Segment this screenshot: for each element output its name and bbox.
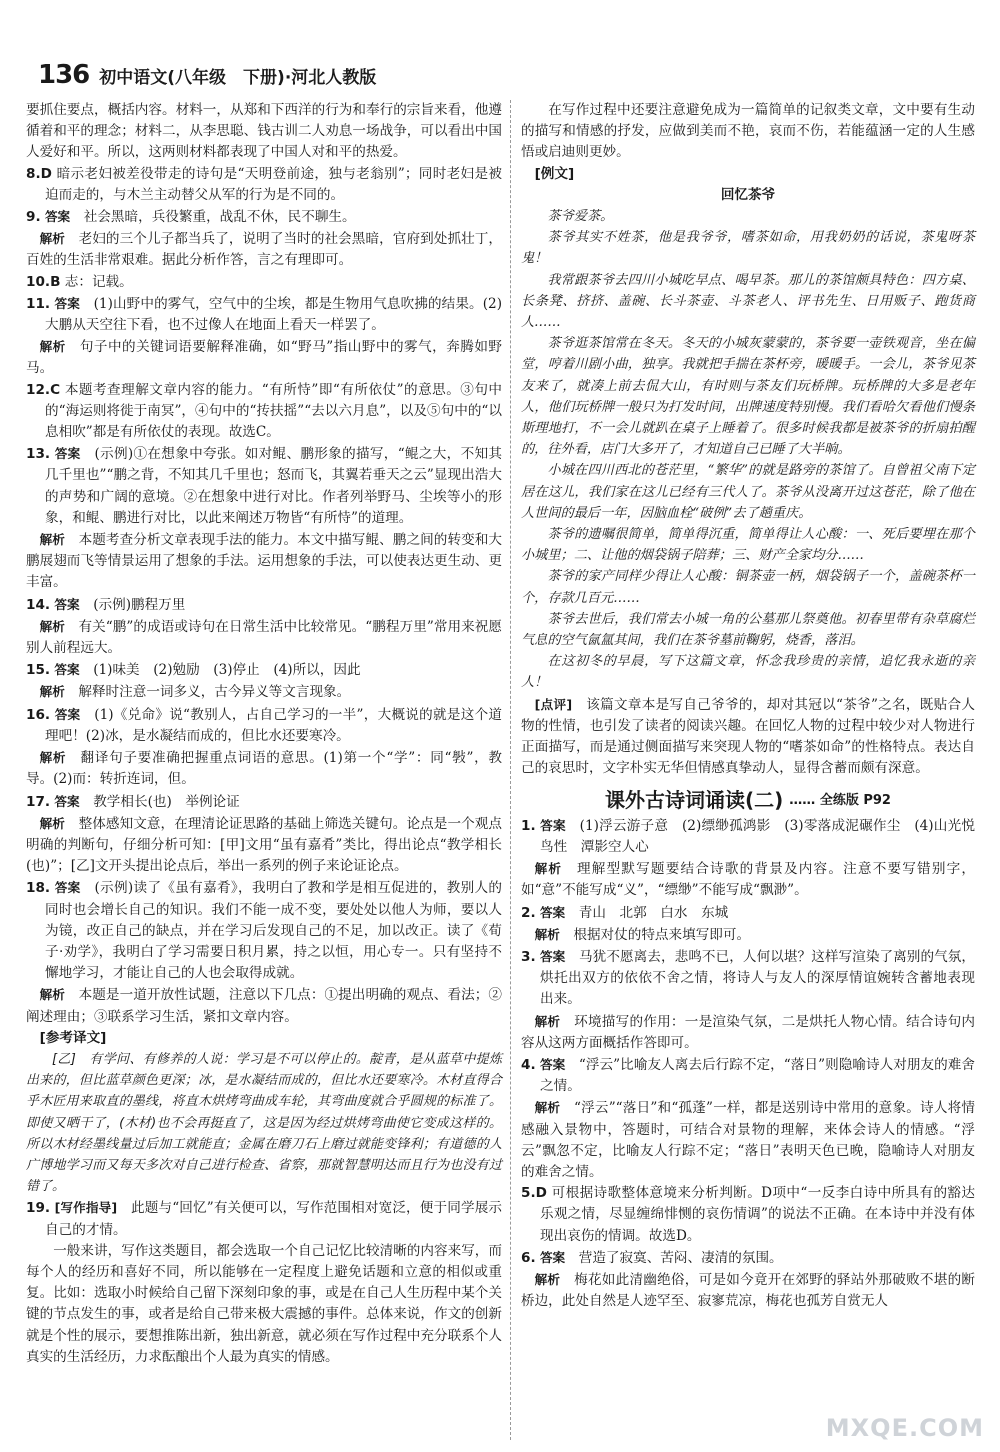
column-divider	[510, 100, 511, 1440]
book-title: 初中语文(八年级 下册)·河北人教版	[99, 68, 377, 88]
paragraph	[521, 185, 975, 206]
answer-tag: 解析	[534, 1100, 561, 1116]
paragraph-text: 解释时注意一词多义，古今异义等文言现象。	[78, 684, 351, 701]
paragraph	[521, 815, 975, 858]
paragraph	[26, 813, 502, 878]
paragraph	[521, 1097, 975, 1183]
paragraph-text: 根据对仗的特点来填写即可。	[573, 926, 751, 943]
paragraph	[521, 566, 975, 608]
page-number: 136	[38, 60, 90, 90]
paragraph	[26, 443, 502, 529]
answer-tag: 答案	[540, 817, 566, 833]
answer-tag: 答案	[54, 446, 81, 462]
right-column	[521, 100, 975, 1312]
paragraph	[521, 333, 975, 460]
answer-tag: 解析	[39, 532, 65, 548]
paragraph-text: 茶爷逛茶馆常在冬天。冬天的小城灰蒙蒙的，茶爷要一壶铁观音，坐在偏堂，哼着川剧小曲，独享。我就把手揣在茶杯旁，暖暖手。一会儿，茶爷见茶友来了，就凑上前去侃大山，有时则与茶友们玩桥牌。玩桥牌的大多是老年人，他们玩桥牌一般只为打发时间，出牌速度特别慢。我们看哈欠看他们慢条斯理地打，不一会儿就趴在桌子上睡着了。很多时候我都是被茶爷的折扇拍醒的，往外看，店门大多开了，才知道自己已睡了大半晌。	[521, 336, 975, 458]
paragraph-text: (1)味美 (2)勉励 (3)停止 (4)所以，因此	[93, 662, 361, 679]
section-heading	[521, 787, 975, 812]
item-number: 14.	[26, 596, 51, 613]
item-number: 5.D	[521, 1185, 547, 1202]
paragraph	[26, 1241, 502, 1368]
paragraph-text: 茶爷其实不姓茶，他是我爷爷，嗜茶如命，用我奶奶的话说，茶鬼呀茶鬼！	[521, 230, 975, 267]
paragraph-text: 本题考查分析文章表现手法的能力。本文中描写鲲、鹏之间的转变和大鹏展翅而飞等情景运用了想象的手法。运用想象的手法，可以使表达更生动、更丰富。	[26, 532, 503, 591]
item-number: 9.	[26, 209, 41, 226]
paragraph	[521, 164, 975, 185]
paragraph-text: 茶爷爱茶。	[547, 209, 614, 225]
paragraph-text: 可根据诗歌整体意境来分析判断。D项中“一反李白诗中所具有的豁达乐观之情，尽显缠绵悱恻的哀伤情调”的说法不正确。在本诗中并没有体现出哀伤的情调。故选D。	[540, 1185, 975, 1244]
item-number: 11.	[26, 295, 51, 312]
item-number: 16.	[26, 706, 51, 723]
paragraph-text: 茶爷的家产同样少得让人心酸：铜茶壶一柄，烟袋锅子一个，盖碗茶杯一个，存款几百元……	[521, 569, 975, 606]
paragraph-text: 本题是一道开放性试题，注意以下几点：①提出明确的观点、看法；②阐述理由；③联系学习生活，紧扣文章内容。	[26, 987, 503, 1025]
paragraph-text: “浮云”比喻友人离去后行踪不定，“落日”则隐喻诗人对朋友的难舍之情。	[540, 1056, 976, 1095]
paragraph	[521, 1247, 975, 1269]
item-number: 19.	[26, 1200, 51, 1217]
paragraph	[26, 704, 502, 747]
answer-tag: 答案	[540, 948, 566, 964]
item-number: 3.	[521, 948, 536, 965]
paragraph	[521, 609, 975, 651]
item-number: 10.B	[26, 273, 61, 290]
paragraph-text: 有关“鹏”的成语或诗句在日常生活中比较常见。“鹏程万里”常用来祝愿别人前程远大。	[26, 618, 503, 657]
paragraph	[521, 858, 975, 901]
paragraph	[26, 206, 502, 228]
paragraph-text: “浮云”“落日”和“孤蓬”一样，都是送别诗中常用的意象。诗人将情感融入景物中，答题时，可结合对景物的理解，来体会诗人的情感。“浮云”飘忽不定，比喻友人行踪不定；“落日”表明天色已晚，隐喻诗人对朋友的难舍之情。	[521, 1100, 976, 1180]
answer-tag: 解析	[534, 926, 560, 942]
paragraph-text: 老妇的三个儿子都当兵了，说明了当时的社会黑暗，官府到处抓壮丁，百姓的生活非常艰难。据此分析作答，言之有理即可。	[26, 231, 503, 269]
section-ref: …… 全练版 P92	[789, 792, 891, 808]
paragraph-text: 翻译句子要准确把握重点词语的意思。(1)第一个“学”：同“斅”，教导。(2)而：转折连词，但。	[26, 750, 502, 788]
paragraph-text: (1)浮云游子意 (2)缥缈孤鸿影 (3)零落成泥碾作尘 (4)山光悦鸟性 潭影空人心	[540, 817, 976, 855]
paragraph-text: 暗示老妇被差役带走的诗句是“天明登前途，独与老翁别”；同时老妇是被迫而走的，与木兰主动替父从军的行为是不同的。	[45, 165, 502, 203]
paragraph-text: 在这初冬的早晨，写下这篇文章，怀念我珍贵的亲情，追忆我永逝的亲人！	[521, 654, 975, 691]
answer-tag: 解析	[39, 684, 65, 700]
answer-tag: 解析	[39, 750, 67, 766]
paragraph-text: 青山 北郭 白水 东城	[578, 904, 729, 921]
paragraph-text: (示例)①在想象中夸张。如对鲲、鹏形象的描写，“鲲之大，不知其几千里也”“鹏之背，不知其几千里也；怒而飞，其翼若垂天之云”显现出浩大的声势和广阔的意境。②在想象中进行对比。作者列举野马、尘埃等小的形象，和鲲、鹏进行对比，以此来阐述万物皆“有所恃”的道理。	[45, 446, 502, 526]
answer-tag: 答案	[539, 904, 566, 920]
item-number: 8.D	[26, 165, 52, 182]
paragraph-text: 我常跟茶爷去四川小城吃早点、喝早茶。那儿的茶馆颇具特色：四方桌、长条凳、挤挤、盖碗、长斗茶壶、斗茶老人、评书先生、日用贩子、跑货商人……	[521, 272, 975, 331]
answers-block	[521, 815, 975, 1313]
item-number: 4.	[521, 1056, 536, 1073]
paragraph-text: 此题与“回忆”有关便可以，写作范围相对宽泛，便于同学展示自己的才情。	[45, 1200, 503, 1238]
paragraph-text: (1)山野中的雾气，空气中的尘埃，都是生物用气息吹拂的结果。(2)大鹏从天空往下看，也不过像人在地面上看天一样罢了。	[45, 295, 503, 334]
paragraph	[521, 206, 975, 227]
paragraph-text: 在写作过程中还要注意避免成为一篇简单的记叙类文章，文中要有生动的描写和情感的抒发，应做到美而不艳，哀而不伤，若能蕴涵一定的人生感悟或启迪则更妙。	[521, 102, 975, 161]
paragraph	[26, 1049, 502, 1197]
paragraph	[26, 659, 502, 681]
example-essay-block	[521, 100, 975, 780]
paragraph-text: [乙] 有学问、有修养的人说：学习是不可以停止的。靛青，是从蓝草中提炼出来的，但比蓝草颜色更深；冰，是水凝结而成的，但比水还要寒冷。木材直得合乎木匠用来取直的墨线，将直木烘烤弯曲成车轮，其弯曲度就合乎圆规的标准了。即使又晒干了，(木材)也不会再挺直了，这是因为经过烘烤弯曲使它变成这样的。所以木材经墨线量过后加工就能直；金属在磨刀石上磨过就能变锋利；有道德的人广博地学习而又每天多次对自己进行检查、省察，那就智慧明达而且行为也没有过错了。	[26, 1051, 502, 1195]
paragraph	[521, 694, 975, 780]
paragraph-text: 整体感知文意，在理清论证思路的基础上筛选关键句。论点是一个观点明确的判断句，仔细分析可知：[甲]文用“虽有嘉肴”类比，得出论点“教学相长(也)”；[乙]文开头提出论点后，举出一系列的例子来论证论点。	[26, 815, 503, 875]
paragraph-text: 茶爷去世后，我们常去小城一角的公墓那儿祭奠他。初春里带有杂草腐烂气息的空气氤氲其间，我们在茶爷墓前鞠躬，烧香，落泪。	[521, 611, 975, 649]
paragraph-text: 句子中的关键词语要解释准确，如“野马”指山野中的雾气，奔腾如野马。	[26, 339, 503, 377]
item-number: 1.	[521, 817, 536, 834]
item-number: 2.	[521, 904, 536, 921]
paragraph	[521, 1183, 975, 1247]
paragraph	[521, 651, 975, 693]
paragraph	[26, 747, 502, 790]
answer-tag: 解析	[39, 987, 65, 1003]
paragraph-text: 本题考查理解文章内容的能力。“有所恃”即“有所依仗”的意思。③句中的“海运则将徙于南冥”，④句中的“抟扶摇”“去以六月息”，以及⑤句中的“以息相吹”都是有所依仗的表现。故选C。	[45, 381, 502, 441]
paragraph	[26, 164, 502, 206]
paragraph-text: 一般来讲，写作这类题目，都会选取一个自己记忆比较清晰的内容来写，而每个人的经历和喜好不同，所以能够在一定程度上避免话题和立意的相似或重复。比如：选取小时候给自己留下深刻印象的事，或是在自己人生历程中某个关键的节点发生的事，或者是给自己带来极大震撼的事件。总体来说，作文的创新就是个性的展示，要想推陈出新，独出新意，就必须在写作过程中充分联系个人真实的生活经历，力求酝酿出个人最为真实的情感。	[26, 1242, 502, 1365]
item-number: 12.C	[26, 381, 61, 398]
paragraph	[26, 877, 502, 984]
paragraph-text: 小城在四川西北的苍茫里，“繁华”的就是路旁的茶馆了。自曾祖父南下定居在这儿，我们家在这儿已经有三代人了。茶爷从没离开过这苍茫，除了他在人世间的最后一年，因脑血栓“破例”去了趟重庆。	[521, 463, 975, 521]
paragraph	[26, 529, 502, 594]
item-number: 15.	[26, 662, 51, 679]
paragraph-text: [例文]	[534, 165, 575, 182]
answer-tag: 解析	[39, 231, 65, 247]
paragraph-text: (1)《兑命》说“教别人，占自己学习的一半”，大概说的就是这个道理吧！(2)冰，是水凝结而成的，但比水还要寒冷。	[45, 706, 503, 744]
paragraph-text: 茶爷的遗嘱很简单，简单得沉重，简单得让人心酸：一、死后要埋在那个小城里；二、让他的烟袋锅子陪葬；三、财产全家均分……	[521, 527, 975, 564]
paragraph	[521, 524, 975, 566]
answer-tag: 答案	[54, 880, 81, 896]
paragraph	[521, 1011, 975, 1054]
paragraph-text: (示例)读了《虽有嘉肴》，我明白了教和学是相互促进的，教别人的同时也会增长自己的知识。我们不能一成不变，要处处以他人为师，要以人为镜，改正自己的缺点，并在学习后发现自己的不足，加以改正。读了《荀子·劝学》，我明白了学习需要日积月累，持之以恒，用心专一。只有坚持不懈地学习，才能让自己的人也会取得成就。	[45, 880, 503, 982]
paragraph	[26, 681, 502, 703]
paragraph	[521, 924, 975, 946]
paragraph	[26, 616, 502, 659]
item-number: 6.	[521, 1249, 536, 1266]
answer-tag: 答案	[54, 793, 80, 809]
paragraph	[521, 1054, 975, 1097]
paragraph	[521, 902, 975, 924]
paragraph	[521, 1269, 975, 1312]
paragraph	[26, 1197, 502, 1240]
answer-tag: 解析	[39, 339, 66, 355]
item-number: 18.	[26, 880, 51, 897]
answer-tag: 解析	[534, 1271, 561, 1287]
paragraph	[26, 594, 502, 616]
answer-tag: 答案	[54, 295, 80, 311]
paragraph	[26, 293, 502, 336]
paragraph	[521, 460, 975, 524]
answer-tag: 解析	[534, 1013, 561, 1029]
paragraph-text: 理解型默写题要结合诗歌的背景及内容。注意不要写错别字，如“意”不能写成“义”，“缥缈”不能写成“飘渺”。	[521, 861, 976, 899]
item-number: 13.	[26, 446, 51, 463]
paragraph-text: 要抓住要点，概括内容。材料一，从郑和下西洋的行为和奉行的宗旨来看，他遵循着和平的理念；材料二，从李思聪、钱古训二人劝息一场战争，可以看出中国人爱好和平。所以，这两则材料都表现了中国人对和平的热爱。	[26, 102, 502, 161]
answer-tag: 解析	[534, 861, 563, 877]
paragraph-text: (示例)鹏程万里	[93, 596, 186, 613]
answer-tag: 答案	[54, 662, 80, 678]
answer-tag: [写作指导]	[54, 1200, 118, 1216]
paragraph-text: 教学相长(也) 举例论证	[93, 793, 240, 810]
paragraph-text: 社会黑暗，兵役繁重，战乱不休，民不聊生。	[83, 209, 356, 226]
paragraph	[26, 272, 502, 293]
paragraph	[26, 984, 502, 1027]
paragraph	[26, 1028, 502, 1049]
paragraph-text: 回忆茶爷	[720, 186, 776, 203]
answer-tag: 答案	[539, 1249, 566, 1265]
paragraph-text: [参考译文]	[39, 1029, 107, 1046]
left-column	[26, 100, 502, 1368]
answer-tag: 答案	[54, 706, 81, 722]
paragraph-text: 志：记载。	[64, 273, 133, 290]
paragraph-text: 营造了寂寞、苦闷、凄清的氛围。	[578, 1249, 783, 1266]
answer-tag: 解析	[39, 815, 65, 831]
paragraph-text: 环境描写的作用：一是渲染气氛，二是烘托人物心情。结合诗句内容从这两方面概括作答即可。	[521, 1013, 976, 1051]
answer-tag: 解析	[39, 618, 65, 634]
paragraph-text: 马犹不愿离去，悲鸣不已，人何以堪？这样写渲染了离别的气氛，烘托出双方的依依不舍之情，将诗人与友人的深厚情谊婉转含蓄地表现出来。	[540, 948, 976, 1008]
paragraph-text: 梅花如此清幽绝俗，可是如今竟开在郊野的驿站外那破败不堪的断桥边，此处自然是人迹罕至、寂寥荒凉，梅花也孤芳自赏无人	[521, 1271, 976, 1310]
paragraph	[26, 336, 502, 379]
paragraph	[521, 100, 975, 164]
paragraph-text: 该篇文章本是写自己爷爷的，却对其冠以“茶爷”之名，既贴合人物的性情，也引发了读者的阅读兴趣。在回忆人物的过程中较少对人物进行正面描写，而是通过侧面描写来突现人物的“嗜茶如命”的性格特点。表达自己的哀思时，文字朴实无华但情感真挚动人，显得含蓄而颇有深意。	[521, 696, 976, 777]
watermark: MXQE.COM	[825, 1414, 984, 1442]
section-title: 课外古诗词诵读(二)	[605, 787, 784, 812]
answer-tag: 答案	[54, 596, 80, 612]
answer-tag: [点评]	[534, 696, 573, 712]
paragraph	[26, 100, 502, 164]
item-number: 17.	[26, 793, 51, 810]
paragraph	[521, 270, 975, 334]
paragraph	[26, 380, 502, 444]
paragraph	[521, 227, 975, 269]
answer-tag: 答案	[44, 209, 71, 225]
paragraph	[26, 228, 502, 271]
paragraph	[521, 946, 975, 1011]
answer-tag: 答案	[540, 1056, 566, 1072]
page-header	[38, 56, 376, 90]
paragraph	[26, 791, 502, 813]
